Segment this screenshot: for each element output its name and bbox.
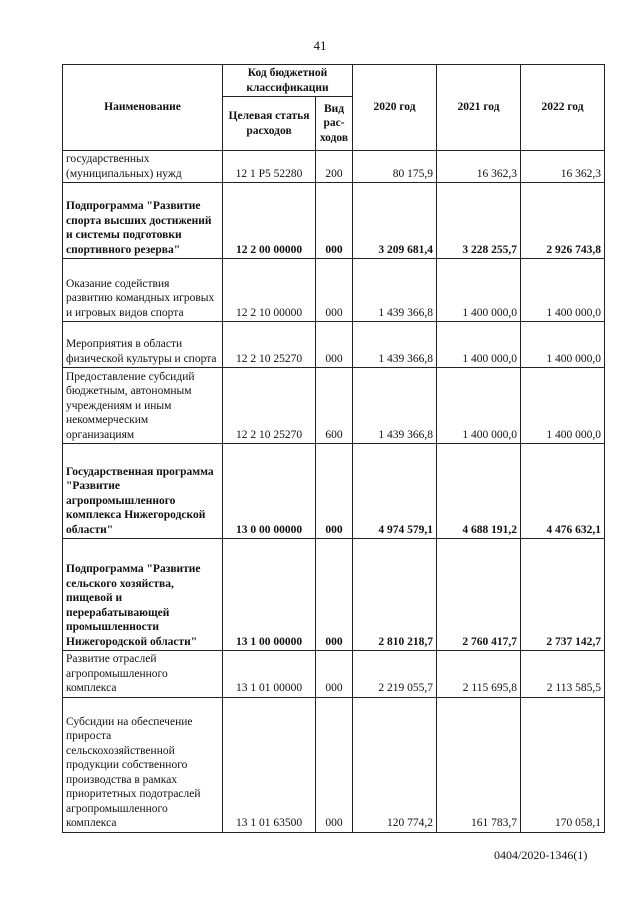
table-row — [63, 368, 605, 444]
header-kbk: Код бюджетной классификации — [223, 65, 353, 97]
row-value-2020: 120 774,2 — [353, 697, 437, 832]
row-value-2020: 4 974 579,1 — [353, 444, 437, 539]
row-value-2022: 4 476 632,1 — [521, 444, 605, 539]
header-2022: 2022 год — [521, 65, 605, 151]
row-vid-code: 200 — [316, 151, 353, 183]
table-row — [63, 183, 605, 259]
header-name: Наименование — [63, 65, 223, 151]
row-value-2020: 80 175,9 — [353, 151, 437, 183]
row-value-2021: 161 783,7 — [437, 697, 521, 832]
row-name: Подпрограмма "Развитие сельского хозяйства, пищевой и перерабатывающей промышленности Нижегородской области" — [63, 539, 223, 651]
row-vid-code: 000 — [316, 259, 353, 322]
row-vid-code: 600 — [316, 368, 353, 444]
table-row — [63, 322, 605, 368]
row-target-code: 13 0 00 00000 — [223, 444, 316, 539]
row-value-2022: 2 113 585,5 — [521, 651, 605, 698]
row-value-2021: 2 760 417,7 — [437, 539, 521, 651]
row-value-2021: 1 400 000,0 — [437, 259, 521, 322]
row-value-2021: 1 400 000,0 — [437, 368, 521, 444]
row-value-2022: 2 737 142,7 — [521, 539, 605, 651]
row-vid-code: 000 — [316, 183, 353, 259]
header-vid: Вид рас- ходов — [316, 97, 353, 151]
table-row — [63, 539, 605, 651]
row-value-2020: 2 219 055,7 — [353, 651, 437, 698]
row-value-2020: 3 209 681,4 — [353, 183, 437, 259]
row-value-2020: 2 810 218,7 — [353, 539, 437, 651]
header-2020: 2020 год — [353, 65, 437, 151]
table-row — [63, 151, 605, 183]
row-target-code: 12 2 10 25270 — [223, 322, 316, 368]
table-row — [63, 444, 605, 539]
row-value-2022: 1 400 000,0 — [521, 259, 605, 322]
row-value-2022: 2 926 743,8 — [521, 183, 605, 259]
row-name: Развитие отраслей агропромышленного комплекса — [63, 651, 223, 698]
row-value-2020: 1 439 366,8 — [353, 322, 437, 368]
row-value-2021: 16 362,3 — [437, 151, 521, 183]
row-name: Предоставление субсидий бюджетным, автономным учреждениям и иным некоммерческим организациям — [63, 368, 223, 444]
row-name: Субсидии на обеспечение прироста сельскохозяйственной продукции собственного производства в рамках приоритетных подотраслей агропромышленного комплекса — [63, 697, 223, 832]
row-target-code: 12 2 10 00000 — [223, 259, 316, 322]
row-name: Мероприятия в области физической культуры и спорта — [63, 322, 223, 368]
row-target-code: 13 1 01 63500 — [223, 697, 316, 832]
row-name: Подпрограмма "Развитие спорта высших достижений и системы подготовки спортивного резерва" — [63, 183, 223, 259]
row-target-code: 13 1 00 00000 — [223, 539, 316, 651]
row-vid-code: 000 — [316, 697, 353, 832]
row-value-2022: 170 058,1 — [521, 697, 605, 832]
row-name: государственных (муниципальных) нужд — [63, 151, 223, 183]
row-value-2021: 2 115 695,8 — [437, 651, 521, 698]
document-code: 0404/2020-1346(1) — [494, 848, 588, 862]
row-target-code: 12 2 10 25270 — [223, 368, 316, 444]
row-target-code: 12 2 00 00000 — [223, 183, 316, 259]
table-row — [63, 697, 605, 832]
table-row — [63, 651, 605, 698]
row-value-2021: 4 688 191,2 — [437, 444, 521, 539]
row-value-2022: 1 400 000,0 — [521, 368, 605, 444]
row-name: Оказание содействия развитию командных игровых и игровых видов спорта — [63, 259, 223, 322]
row-target-code: 13 1 01 00000 — [223, 651, 316, 698]
row-name: Государственная программа "Развитие агропромышленного комплекса Нижегородской области" — [63, 444, 223, 539]
row-target-code: 12 1 P5 52280 — [223, 151, 316, 183]
budget-table — [62, 64, 605, 833]
row-value-2021: 3 228 255,7 — [437, 183, 521, 259]
row-value-2022: 16 362,3 — [521, 151, 605, 183]
row-vid-code: 000 — [316, 444, 353, 539]
row-value-2020: 1 439 366,8 — [353, 259, 437, 322]
page-number: 41 — [313, 38, 327, 53]
row-value-2022: 1 400 000,0 — [521, 322, 605, 368]
header-2021: 2021 год — [437, 65, 521, 151]
row-vid-code: 000 — [316, 651, 353, 698]
table-row — [63, 259, 605, 322]
header-target: Целевая статья расходов — [223, 97, 316, 151]
row-value-2020: 1 439 366,8 — [353, 368, 437, 444]
row-vid-code: 000 — [316, 539, 353, 651]
row-value-2021: 1 400 000,0 — [437, 322, 521, 368]
table-body — [63, 151, 605, 833]
row-vid-code: 000 — [316, 322, 353, 368]
